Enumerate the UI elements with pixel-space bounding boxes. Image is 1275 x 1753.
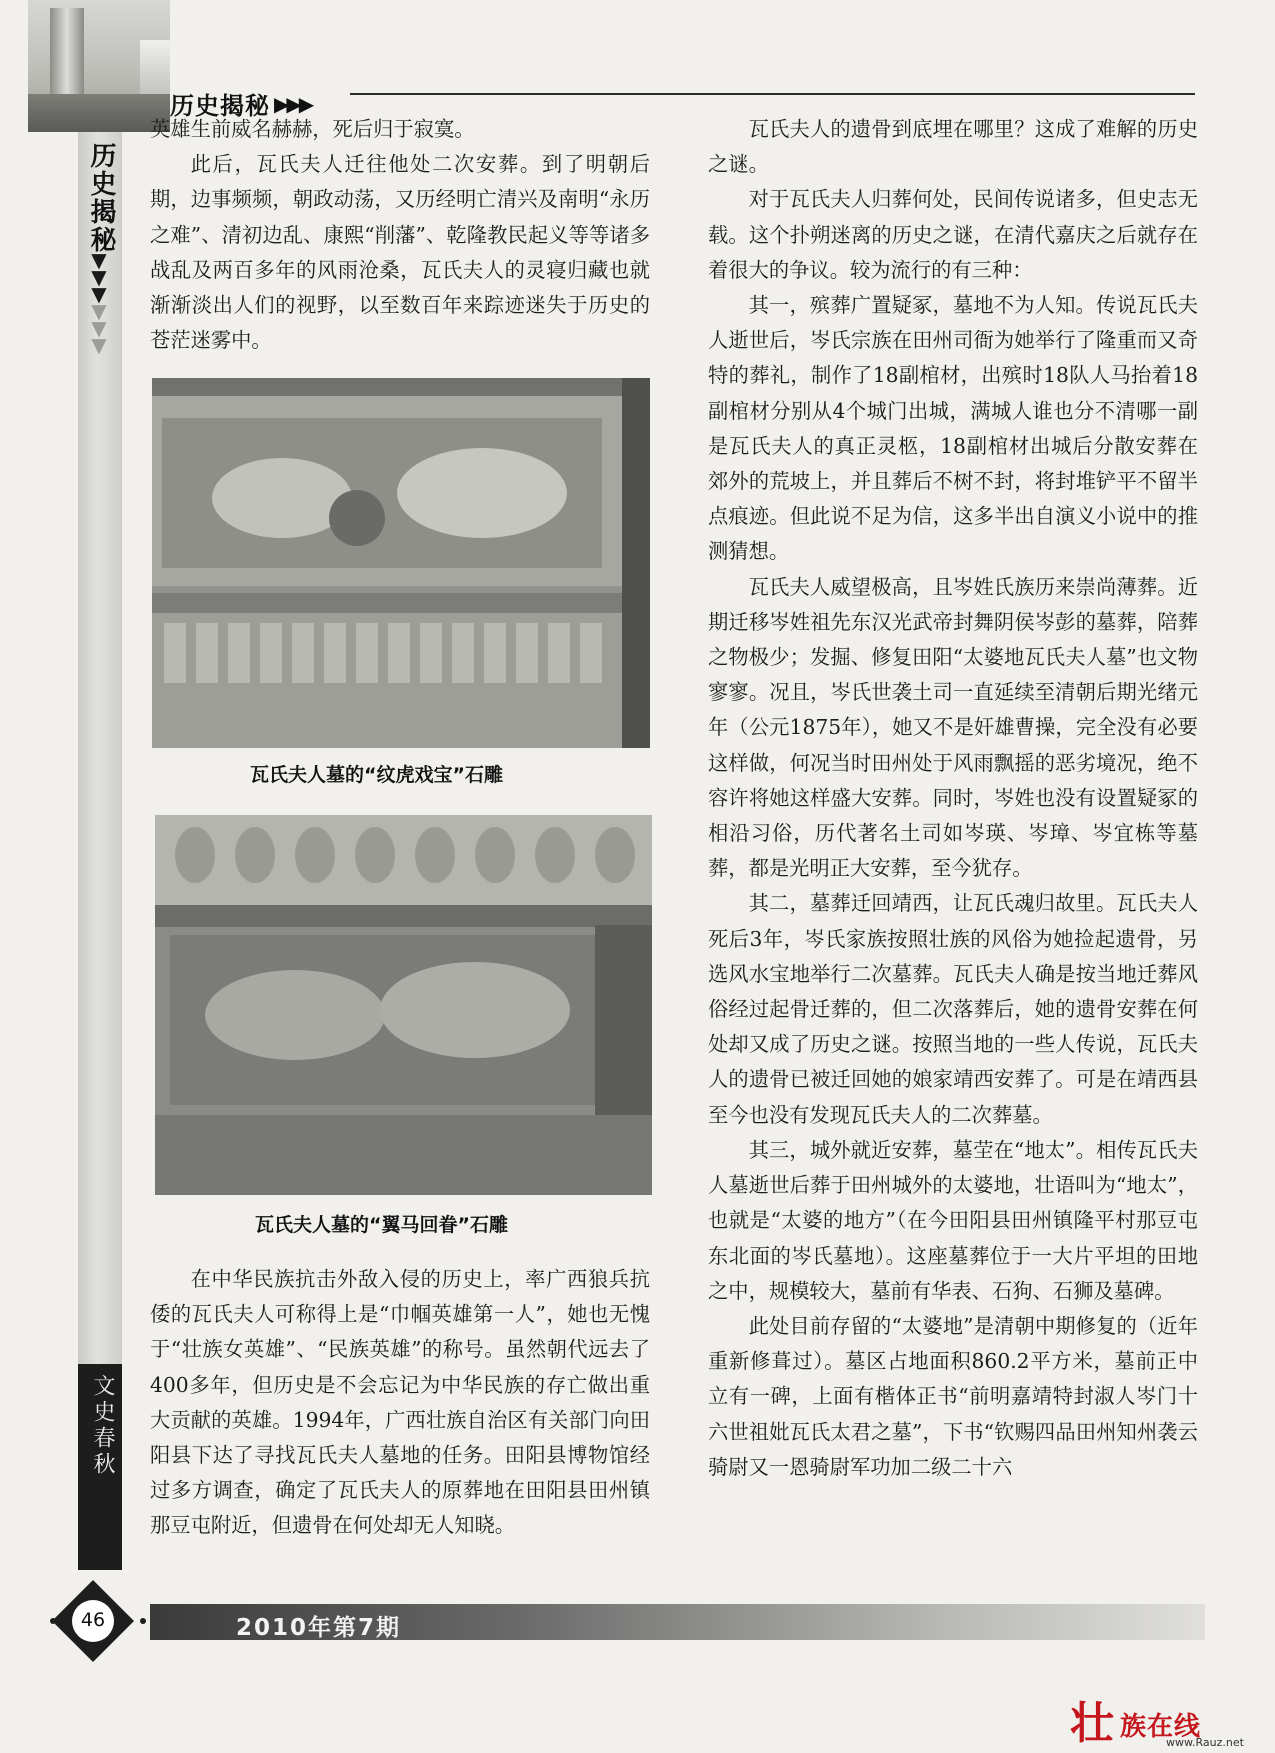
ground-image [28,94,170,132]
paragraph: 其一，殡葬广置疑冢，墓地不为人知。传说瓦氏夫人逝世后，岑氏宗族在田州司衙为她举行了隆重而又奇特的葬礼，制作了18副棺材，出殡时18队人马抬着18副棺材分别从4个城门出城，满城人谁也分不清哪一副是瓦氏夫人的真正灵柩，18副棺材出城后分散安葬在郊外的荒坡上，并且葬后不树不封，将封堆铲平不留半点痕迹。但此说不足为信，这多半出自演义小说中的推测猜想。 [708,293,1198,564]
right-column [708,112,1198,1485]
paragraph: 其二，墓葬迁回靖西，让瓦氏魂归故里。瓦氏夫人死后3年，岑氏家族按照壮族的风俗为她捡起遗骨，另选风水宝地举行二次墓葬。瓦氏夫人确是按当地迁葬风俗经过起骨迁葬的，但二次落葬后，她的遗骨安葬在何处却又成了历史之谜。按照当地的一些人传说，瓦氏夫人的遗骨已被迁回她的娘家靖西安葬了。可是在靖西县至今也没有发现瓦氏夫人的二次葬墓。 [708,891,1198,1127]
left-column-bottom [150,1262,650,1544]
corner-photo [28,0,170,132]
site-watermark [1070,1700,1260,1750]
paragraph: 此处目前存留的“太婆地”是清朝中期修复的（近年重新修葺过）。墓区占地面积860.2平方米，墓前正中立有一碑，上面有楷体正书“前明嘉靖特封淑人岑门十六世祖妣瓦氏太君之墓”，下书“钦赐四品田州知州袭云骑尉又一恩骑尉军功加二级二十六 [708,1313,1198,1479]
watermark-logo: 壮 [1070,1698,1114,1749]
issue-label: 2010年第7期 [236,1615,402,1641]
side-section-title: 历史揭秘 [86,142,116,254]
stone-carving-photo-horse [155,815,652,1195]
paragraph: 对于瓦氏夫人归葬何处，民间传说诸多，但史志无载。这个扑朔迷离的历史之谜，在清代嘉庆之后就存在着很大的争议。较为流行的有三种： [708,187,1198,282]
down-arrows-icon: ▼ ▼ ▼ ▼ ▼ ▼ [91,248,107,357]
paragraph: 瓦氏夫人的遗骨到底埋在哪里？这成了难解的历史之谜。 [708,117,1198,177]
paragraph: 在中华民族抗击外敌入侵的历史上，率广西狼兵抗倭的瓦氏夫人可称得上是“巾帼英雄第一人”，她也无愧于“壮族女英雄”、“民族英雄”的称号。虽然朝代远去了400多年，但历史是不会忘记为中华民族的存亡做出重大贡献的英雄。1994年，广西壮族自治区有关部门向田阳县下达了寻找瓦氏夫人墓地的任务。田阳县博物馆经过多方调查，确定了瓦氏夫人的原葬地在田阳县田州镇那豆屯附近，但遗骨在何处却无人知晓。 [150,1267,650,1538]
photo-caption: 瓦氏夫人墓的“纹虎戏宝”石雕 [250,764,503,786]
header-rule [350,93,1195,95]
triple-arrow-icon: ▶▶▶ [274,91,312,116]
photo-caption: 瓦氏夫人墓的“翼马回眷”石雕 [255,1214,508,1236]
paragraph: 此后，瓦氏夫人迁往他处二次安葬。到了明朝后期，边事频频，朝政动荡，又历经明亡清兴及南明“永历之难”、清初边乱、康熙“削藩”、乾隆教民起义等等诸多战乱及两百多年的风雨沧桑，瓦氏夫人的灵寝归藏也就渐渐淡出人们的视野，以至数百年来踪迹迷失于历史的苍茫迷雾中。 [150,152,650,353]
watermark-text: 族在线 [1120,1712,1202,1742]
section-title: 历史揭秘 [170,92,270,120]
side-magazine-name: 文史春秋 [90,1374,115,1478]
paragraph: 瓦氏夫人威望极高，且岑姓氏族历来崇尚薄葬。近期迁移岑姓祖先东汉光武帝封舞阴侯岑彭的墓葬，陪葬之物极少；发掘、修复田阳“太婆地瓦氏夫人墓”也文物寥寥。况且，岑氏世袭土司一直延续至清朝后期光绪元年（公元1875年），她又不是奸雄曹操，完全没有必要这样做，何况当时田州处于风雨飘摇的恶劣境况，绝不容许将她这样盛大安葬。同时，岑姓也没有设置疑冢的相沿习俗，历代著名土司如岑瑛、岑璋、岑宜栋等墓葬，都是光明正大安葬，至今犹存。 [708,574,1198,881]
paragraph: 英雄生前威名赫赫，死后归于寂寞。 [150,117,475,141]
paragraph: 其三，城外就近安葬，墓茔在“地太”。相传瓦氏夫人墓逝世后葬于田州城外的太婆地，壮语叫为“地太”，也就是“太婆的地方”（在今田阳县田州镇隆平村那豆屯东北面的岑氏墓地）。这座墓葬位于一大片平坦的田地之中，规模较大，墓前有华表、石狗、石狮及墓碑。 [708,1137,1198,1303]
watermark-url: www.Rauz.net [1166,1736,1244,1749]
stone-carving-photo-tiger [152,378,650,748]
dot-icon [140,1618,146,1624]
left-column-top [150,112,650,358]
page-number: 46 [80,1609,106,1631]
